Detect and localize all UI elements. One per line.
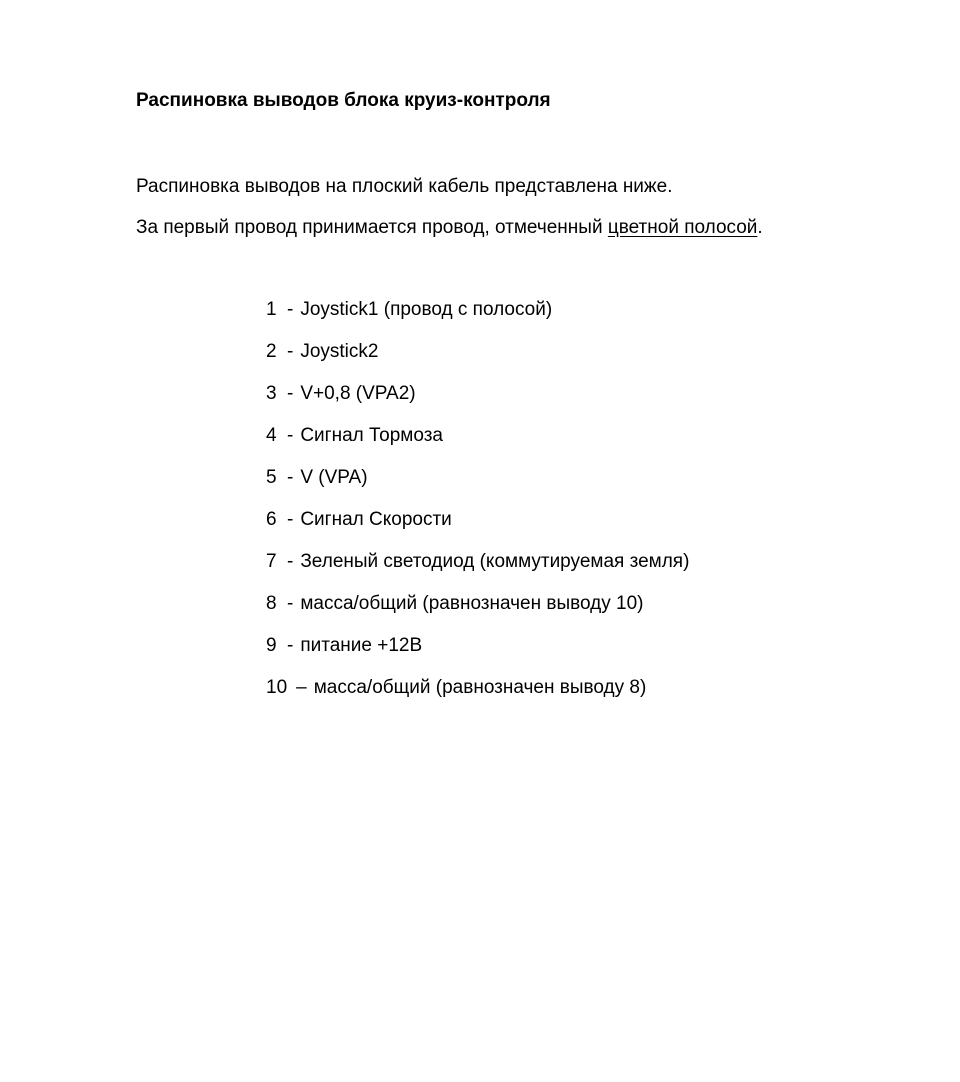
pin-description: V+0,8 (VPA2) (300, 383, 416, 404)
pin-separator: - (287, 467, 294, 488)
pin-item-9 (266, 633, 689, 675)
pin-description: Joystick1 (провод с полосой) (300, 299, 553, 320)
pin-number: 4 (266, 425, 277, 446)
pin-item-8 (266, 591, 689, 633)
pin-number: 6 (266, 509, 277, 530)
pin-item-5 (266, 465, 689, 507)
pin-description: масса/общий (равнозначен выводу 10) (300, 593, 644, 614)
pin-description: масса/общий (равнозначен выводу 8) (313, 677, 647, 698)
pin-number: 5 (266, 467, 277, 488)
pin-item-10 (266, 675, 689, 717)
pin-separator: - (287, 341, 294, 362)
pin-item-6 (266, 507, 689, 549)
pin-separator: - (287, 509, 294, 530)
pin-description: V (VPA) (300, 467, 368, 488)
pin-number: 3 (266, 383, 277, 404)
pin-description: Сигнал Тормоза (300, 425, 443, 446)
intro-paragraph-1: Распиновка выводов на плоский кабель представлена ниже. (136, 176, 673, 197)
intro-paragraph-2-text: За первый провод принимается провод, отмеченный (136, 217, 608, 238)
pin-separator: - (287, 425, 294, 446)
pin-number: 1 (266, 299, 277, 320)
pin-number: 10 (266, 677, 288, 698)
colored-stripe-underlined-text: цветной полосой (607, 217, 758, 238)
pin-separator: - (287, 635, 294, 656)
intro-paragraph-2 (136, 215, 763, 241)
document-title: Распиновка выводов блока круиз-контроля (136, 90, 551, 111)
intro-paragraph-2-end: . (757, 217, 763, 238)
pin-item-2 (266, 339, 689, 381)
pin-number: 9 (266, 635, 277, 656)
pin-item-4 (266, 423, 689, 465)
pin-description: Зеленый светодиод (коммутируемая земля) (300, 551, 690, 572)
pin-separator: - (287, 383, 294, 404)
pin-item-3 (266, 381, 689, 423)
pin-item-1 (266, 297, 689, 339)
pin-list (266, 297, 689, 717)
pin-number: 2 (266, 341, 277, 362)
pin-description: Сигнал Скорости (300, 509, 452, 530)
pin-description: Joystick2 (300, 341, 379, 362)
pin-number: 7 (266, 551, 277, 572)
pin-item-7 (266, 549, 689, 591)
pin-separator: - (287, 299, 294, 320)
pin-separator: – (296, 677, 307, 698)
pin-separator: - (287, 593, 294, 614)
pin-separator: - (287, 551, 294, 572)
pin-number: 8 (266, 593, 277, 614)
pin-description: питание +12В (300, 635, 423, 656)
